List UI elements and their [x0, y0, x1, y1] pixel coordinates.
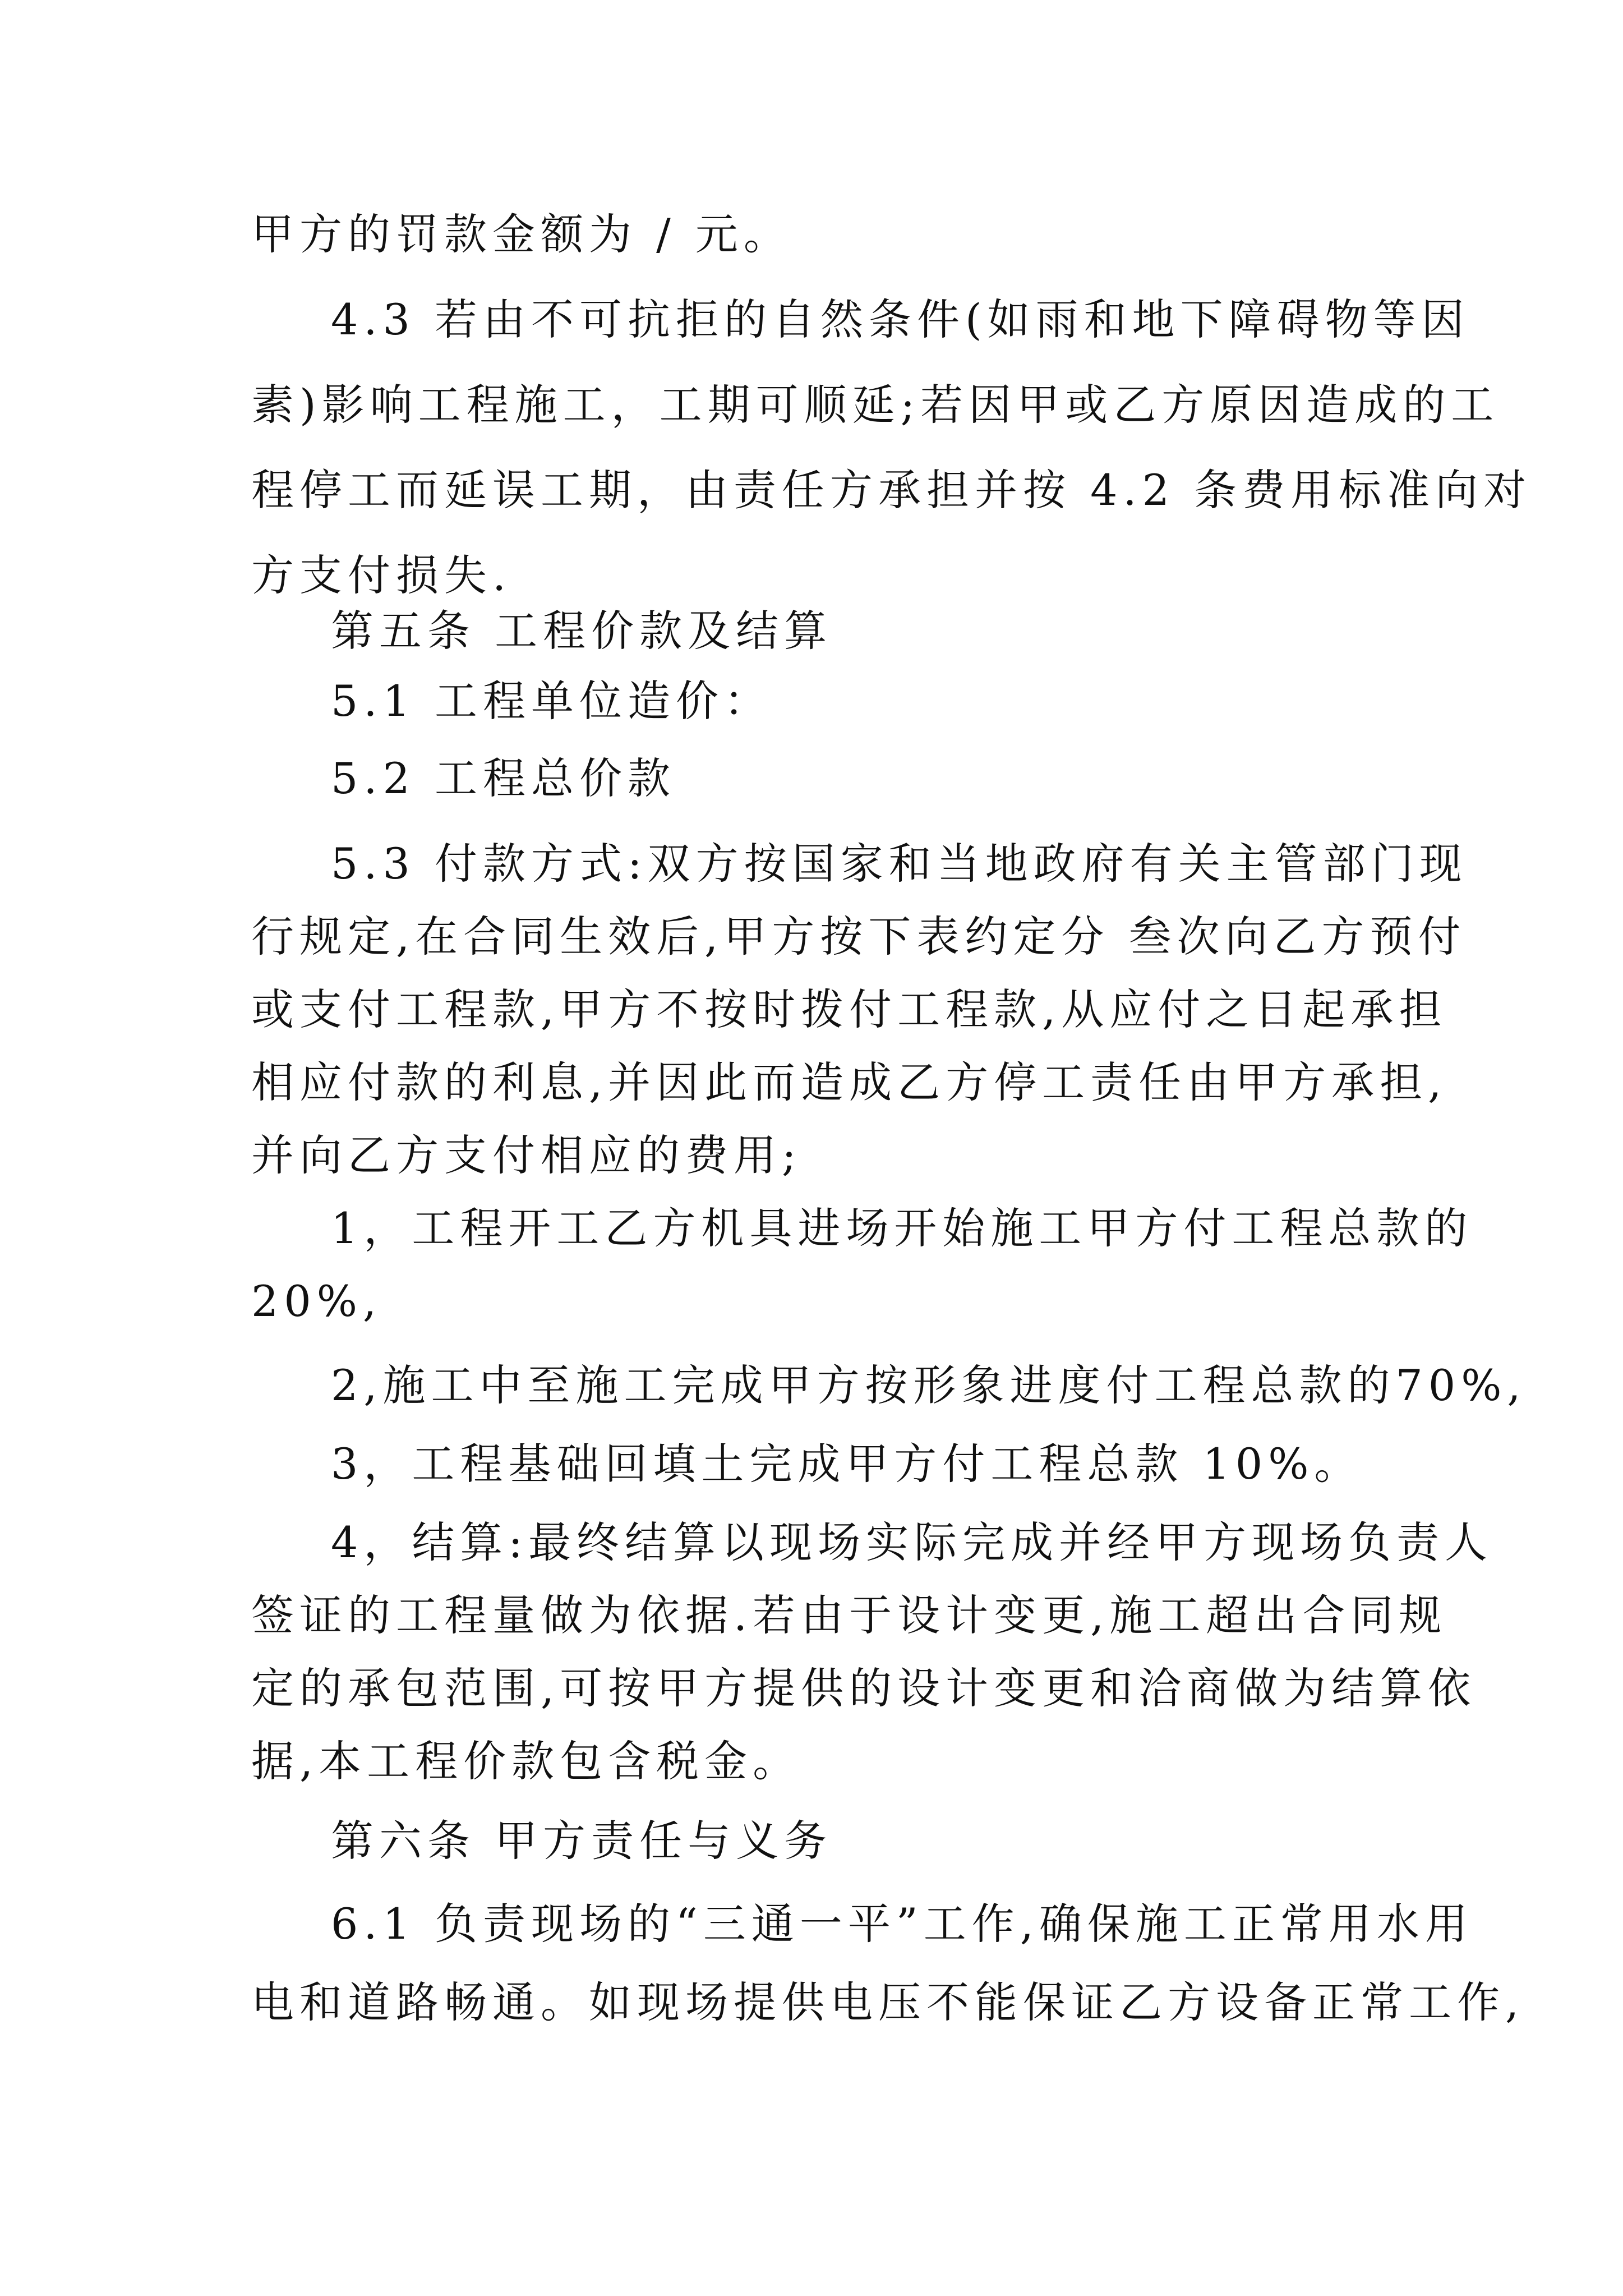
- section-heading: 第五条 工程价款及结算: [331, 606, 833, 656]
- text-line: 素)影响工程施工，工期可顺延;若因甲或乙方原因造成的工: [251, 380, 1500, 430]
- text-line: 签证的工程量做为依据.若由于设计变更,施工超出合同规: [251, 1590, 1447, 1640]
- text-line: 5.3 付款方式:双方按国家和当地政府有关主管部门现: [331, 839, 1468, 889]
- text-line: 5.2 工程总价款: [331, 753, 676, 803]
- text-line: 相应付款的利息,并因此而造成乙方停工责任由甲方承担,: [251, 1057, 1447, 1107]
- text-line: 20%,: [251, 1276, 382, 1326]
- text-line: 6.1 负责现场的“三通一平”工作,确保施工正常用水用: [331, 1899, 1473, 1949]
- text-line: 定的承包范围,可按甲方提供的设计变更和洽商做为结算依: [251, 1663, 1477, 1713]
- text-line: 程停工而延误工期，由责任方承担并按 4.2 条费用标准向对: [251, 465, 1532, 515]
- section-heading: 第六条 甲方责任与义务: [331, 1816, 833, 1866]
- text-line: 或支付工程款,甲方不按时拨付工程款,从应付之日起承担: [251, 984, 1447, 1034]
- text-line: 4，结算:最终结算以现场实际完成并经甲方现场负责人: [331, 1517, 1493, 1567]
- text-line: 4.3 若由不可抗拒的自然条件(如雨和地下障碍物等因: [331, 295, 1470, 344]
- text-line: 5.1 工程单位造价：: [331, 676, 773, 726]
- text-line: 电和道路畅通。如现场提供电压不能保证乙方设备正常工作,: [251, 1977, 1525, 2027]
- text-line: 行规定,在合同生效后,甲方按下表约定分 叁次向乙方预付: [251, 912, 1467, 961]
- text-line: 据,本工程价款包含税金。: [251, 1736, 801, 1786]
- text-line: 2,施工中至施工完成甲方按形象进度付工程总款的70%,: [331, 1360, 1527, 1410]
- text-line: 甲方的罚款金额为 / 元。: [251, 209, 792, 259]
- text-line: 并向乙方支付相应的费用;: [251, 1130, 802, 1180]
- text-line: 方支付损失.: [251, 550, 512, 600]
- text-line: 3，工程基础回填土完成甲方付工程总款 10%。: [331, 1439, 1363, 1489]
- text-line: 1，工程开工乙方机具进场开始施工甲方付工程总款的: [331, 1203, 1473, 1253]
